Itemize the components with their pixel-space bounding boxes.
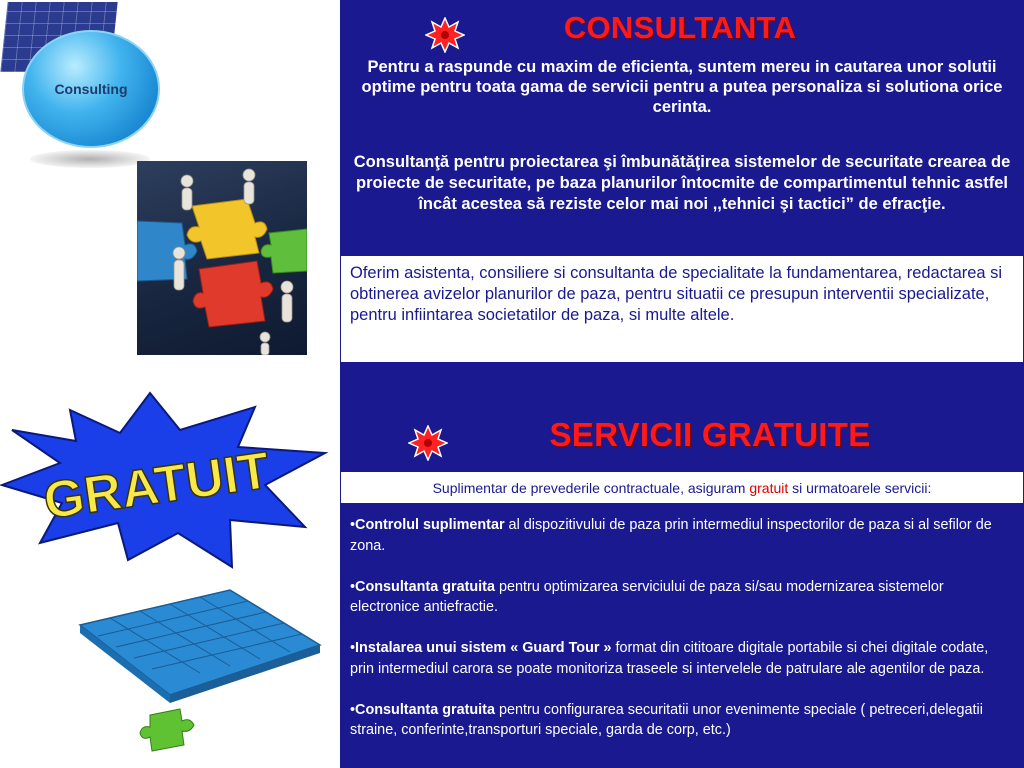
servicii-title: SERVICII GRATUITE (549, 416, 871, 453)
blue-puzzle-mat (80, 590, 320, 703)
list-item (350, 638, 1015, 679)
suppl-after: si urmatoarele servicii: (788, 480, 932, 496)
bullet: • (350, 640, 356, 656)
green-puzzle-piece-small (140, 709, 194, 751)
bullet: • (350, 578, 356, 595)
service-item-title: Instalarea unui sistem « Guard Tour » (355, 640, 612, 656)
blue-puzzle-piece (137, 221, 197, 281)
consultanta-detail: Consultanţă pentru proiectarea şi îmbunătăţirea sistemelor de securitate crearea de proiecte de securitate, pe baza planurilor întocmite de compartimentul tehnic astfel încât acestea să reziste celor mai noi ,,tehnici şi tactici” de efracţie. (353, 153, 1011, 213)
consulting-globe-label: Consulting (54, 81, 128, 97)
puzzle-people-image (137, 161, 307, 355)
gratuit-badge-image (0, 385, 330, 570)
list-item (350, 700, 1015, 741)
consultanta-offer: Oferim asistenta, consiliere si consultanta de specialitate la fundamentarea, redactarea si obtinerea avizelor planurilor de paza, pentru situatii ce presupun interventii specializate, pentru infiintarea societatilor de paza, si multe altele. (350, 264, 1003, 324)
service-item-text: al dispozitivului de paza prin intermediul inspectorilor de paza si al sefilor de zona. (350, 517, 992, 554)
service-item-title: Consultanta gratuita (355, 578, 495, 595)
suppl-before: Suplimentar de prevederile contractuale, asiguram (432, 480, 750, 496)
consultanta-title: CONSULTANTA (563, 10, 797, 45)
star-bullet-icon (408, 425, 448, 461)
suppl-highlight: gratuit (749, 480, 789, 496)
services-list (350, 515, 1015, 761)
red-puzzle-piece (193, 261, 273, 327)
consulting-globe (22, 30, 160, 148)
bullet: • (350, 517, 356, 533)
service-item-text: pentru optimizarea serviciului de paza si/sau modernizarea sistemelor electronice antiefractie. (350, 578, 944, 615)
globe-shadow (30, 150, 150, 168)
yellow-puzzle-piece (187, 199, 267, 259)
service-item-title: Controlul suplimentar (355, 517, 505, 533)
list-item (350, 515, 1015, 556)
bullet: • (350, 701, 356, 718)
consultanta-intro: Pentru a raspunde cu maxim de eficienta, suntem mereu in cautarea unor solutii optime pentru toata gama de servicii pentru a putea personaliza si solutiona orice cerinta. (361, 58, 1003, 116)
service-item-title: Consultanta gratuita (355, 701, 495, 718)
list-item (350, 577, 1015, 618)
service-item-text: pentru configurarea securitatii unor evenimente speciale ( petreceri,delegatii straine, conferinte,transporturi speciale, garda de corp, etc.) (350, 701, 983, 738)
star-bullet-icon (425, 17, 465, 53)
puzzle-mat-image (70, 585, 330, 768)
gratuit-badge-text: GRATUIT (40, 441, 274, 531)
green-puzzle-piece (261, 229, 307, 273)
service-item-text: format din cititoare digitale portabile si chei digitale codate, prin intermediul carora se poate monitoriza traseele si intervelele de patrulare ale agentilor de paza. (350, 640, 989, 677)
consulting-globe-image (0, 0, 170, 175)
servicii-suppl-line (340, 479, 1024, 497)
